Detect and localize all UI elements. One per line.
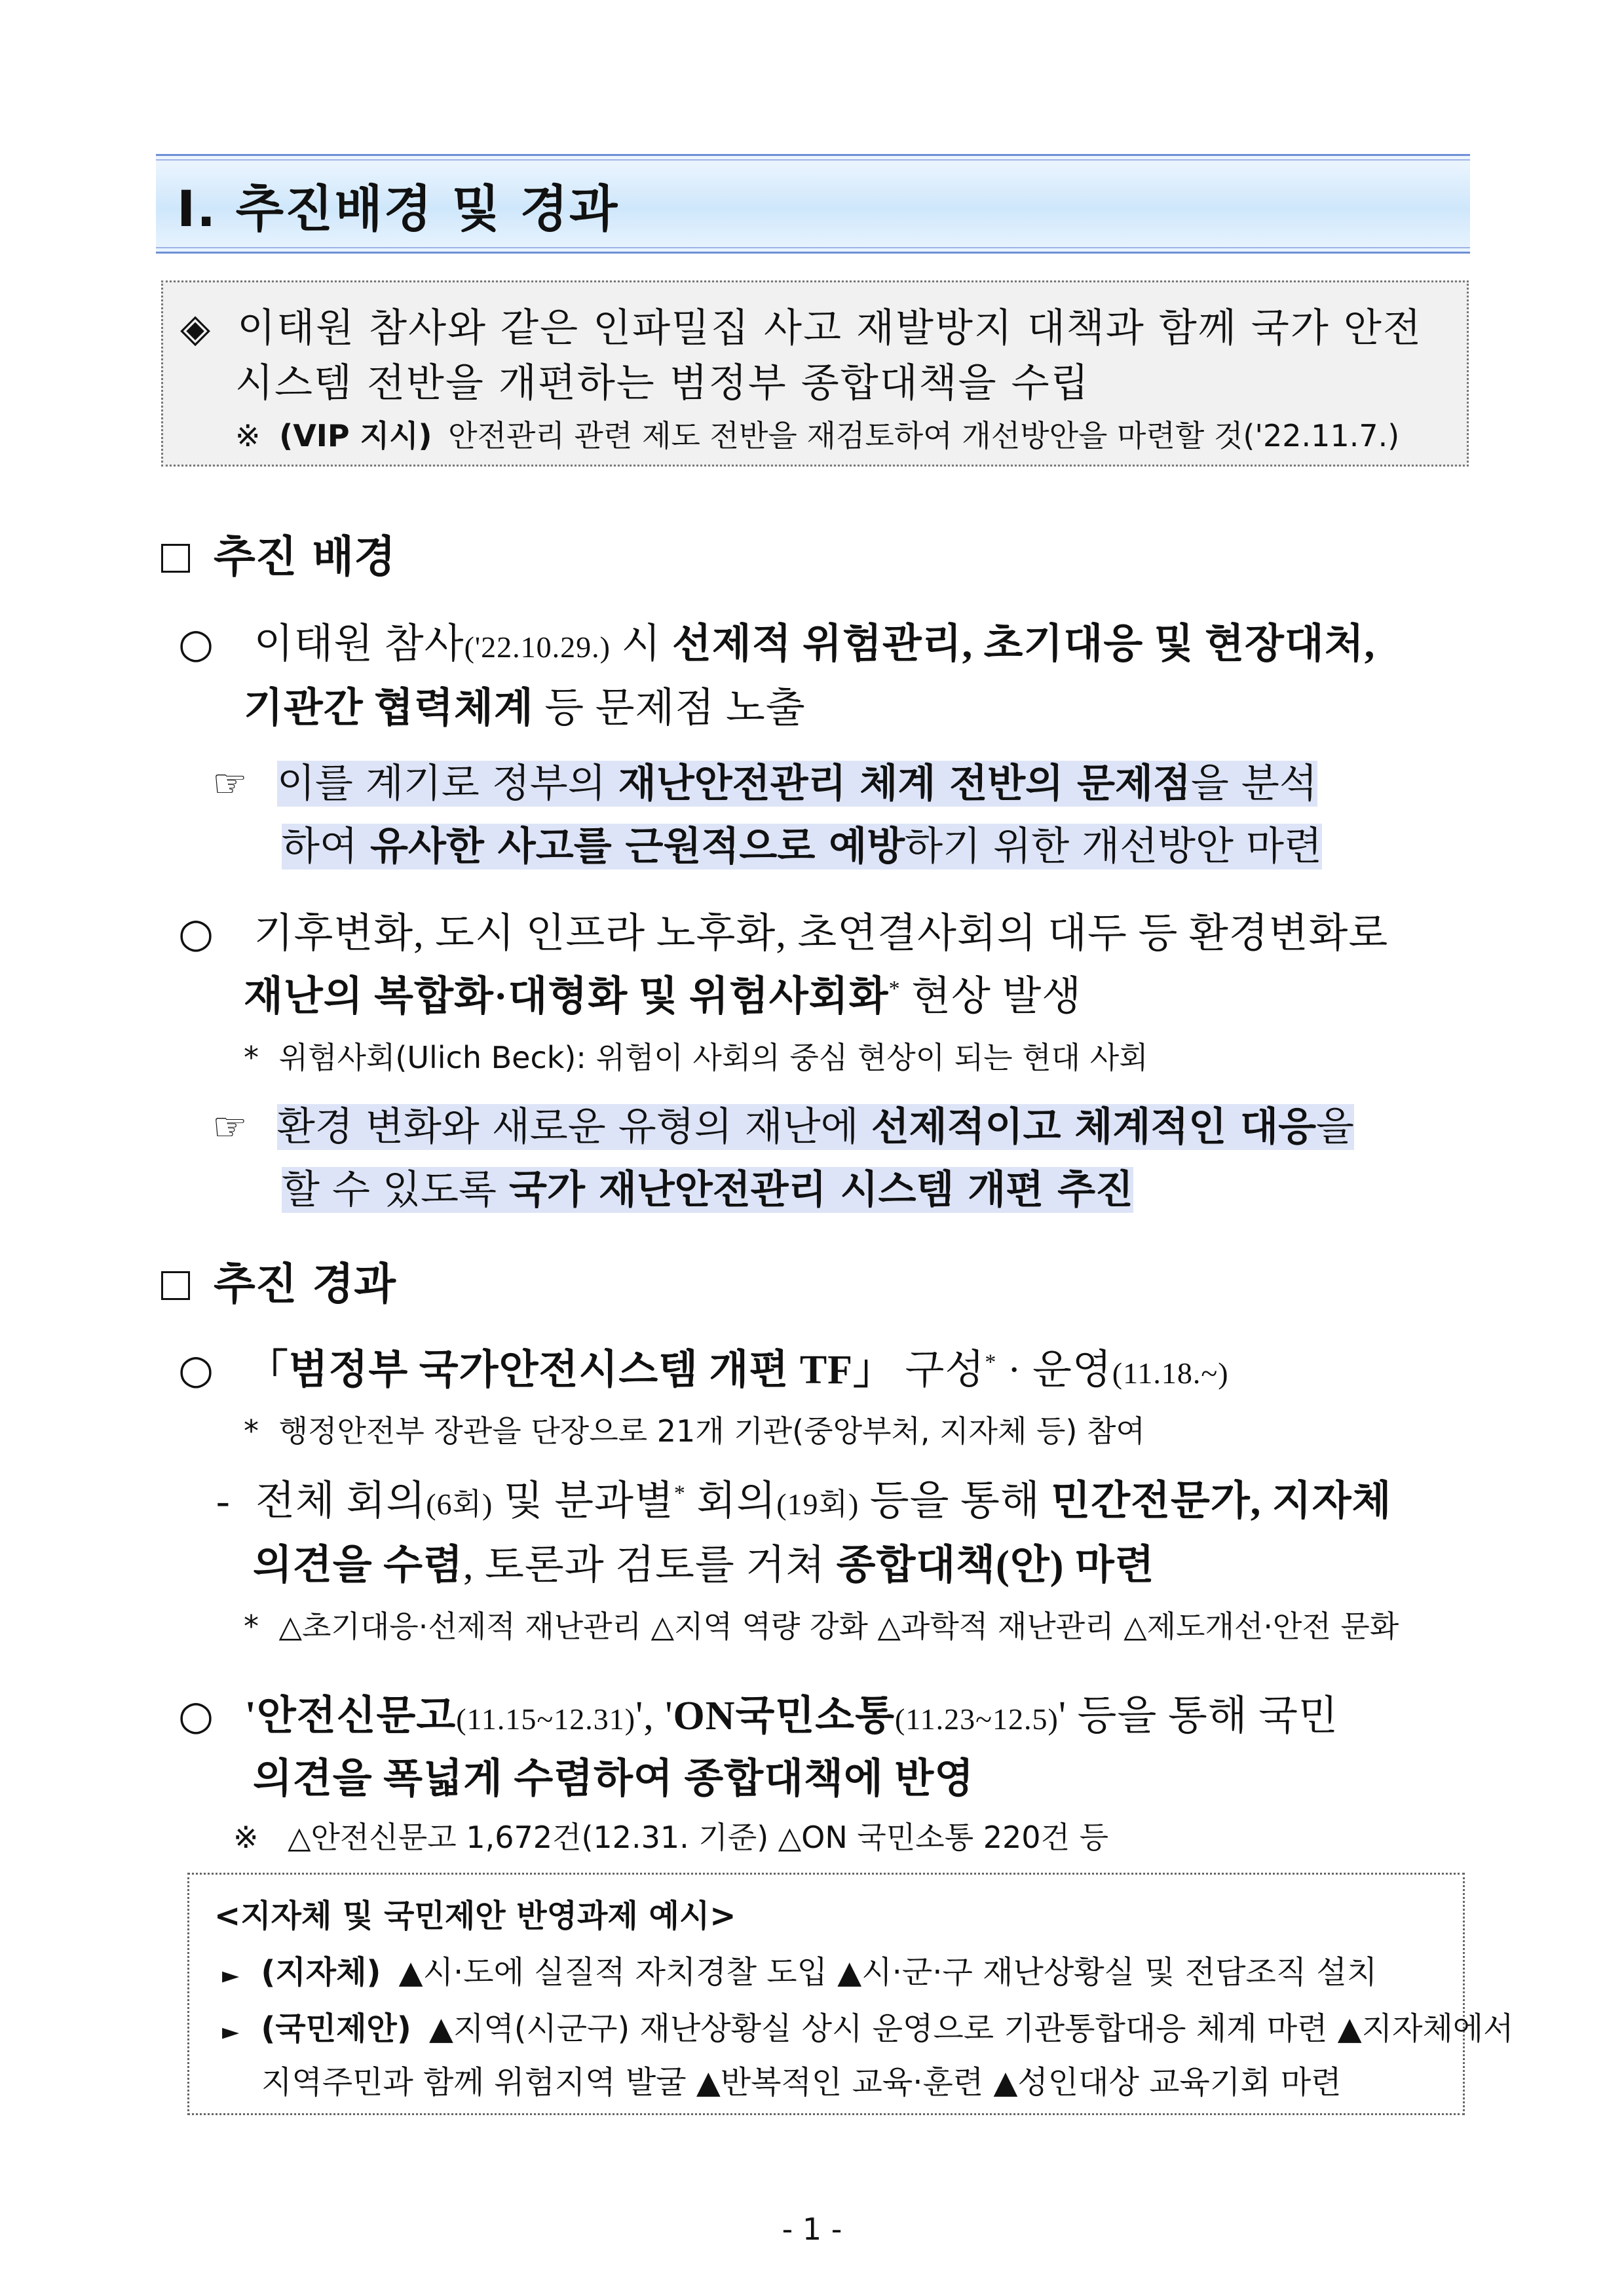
footnote-mark: *: [673, 1481, 686, 1506]
text-fragment: 회의: [685, 1479, 777, 1523]
text-fragment: 구성: [894, 1348, 985, 1392]
text-fragment: 환경 변화와 새로운 유형의 재난에: [276, 1104, 871, 1150]
circle-bullet-icon: ○: [178, 1345, 215, 1393]
background-item-2-line-2: [244, 963, 1082, 1022]
checkbox-square-icon: [161, 544, 190, 573]
background-note: [244, 1034, 1148, 1077]
asterisk-icon: *: [244, 1040, 259, 1075]
arrow-2-text-2: [282, 1167, 1133, 1213]
progress-note-3: [233, 1814, 1108, 1857]
circle-bullet-icon: ○: [178, 619, 215, 667]
progress-note-1: [244, 1407, 1145, 1451]
emphasis-fragment: 의견을 수렴: [253, 1543, 463, 1588]
text-fragment: 기후변화, 도시 인프라 노후화, 초연결사회의 대두 등 환경변화로: [254, 911, 1389, 956]
text-fragment: ', ': [635, 1694, 673, 1738]
text-fragment: 현상 발생: [900, 974, 1082, 1019]
row-label: (국민제안): [261, 2010, 411, 2047]
triangle-bullet-icon: ►: [222, 1962, 240, 1989]
progress-dash-line-1: [216, 1468, 1391, 1526]
asterisk-icon: *: [244, 1609, 259, 1644]
footnote-mark: *: [985, 1350, 997, 1375]
note-text: 행정안전부 장관을 단장으로 21개 기관(중앙부처, 지자체 등) 참여: [278, 1413, 1145, 1449]
chapter-title: Ⅰ. 추진배경 및 경과: [177, 180, 619, 238]
progress-item-2-line-2: 의견을 폭넓게 수렴하여 종합대책에 반영: [253, 1757, 975, 1801]
pointing-hand-icon: ☞: [212, 1104, 248, 1150]
summary-line-1: [180, 297, 1422, 353]
date-fragment: (11.15~12.31): [456, 1702, 636, 1736]
text-fragment: 하여: [282, 824, 370, 870]
reference-mark-icon: ※: [233, 1820, 259, 1855]
chapter-header: [156, 154, 1470, 254]
text-fragment: 하기 위한 개선방안 마련: [905, 824, 1322, 870]
emphasis-fragment: 종합대책(안) 마련: [836, 1543, 1155, 1588]
example-title: <지자체 및 국민제안 반영과제 예시>: [214, 1898, 736, 1934]
count-fragment: (19회): [776, 1487, 859, 1521]
text-fragment: 등을 통해: [859, 1479, 1051, 1523]
date-fragment: (11.23~12.5): [895, 1702, 1059, 1736]
section-heading-background: [161, 522, 396, 584]
text-fragment: 을 분석: [1190, 761, 1317, 807]
emphasis-fragment: 「범정부 국가안전시스템 개편 TF」: [247, 1348, 895, 1392]
date-fragment: (11.18.~): [1112, 1356, 1229, 1390]
progress-note-2: [244, 1603, 1399, 1646]
summary-note: [235, 412, 1399, 455]
background-arrow-1-line-2: [282, 815, 1322, 871]
example-row-1: [222, 1947, 1377, 1992]
circle-bullet-icon: ○: [178, 1691, 215, 1739]
emphasis-fragment: 민간전문가, 지자체: [1051, 1479, 1392, 1523]
text-fragment: 을: [1316, 1104, 1354, 1150]
note-text: △초기대응·선제적 재난관리 △지역 역량 강화 △과학적 재난관리 △제도개선·안전 문화: [278, 1609, 1399, 1644]
emphasis-fragment: 선제적 위험관리, 초기대응 및 현장대처,: [671, 622, 1376, 666]
note-text: 위험사회(Ulich Beck): 위험이 사회의 중심 현상이 되는 현대 사회: [278, 1040, 1148, 1075]
text-fragment: 이를 계기로 정부의: [276, 761, 618, 807]
summary-text-1: 이태원 참사와 같은 인파밀집 사고 재발방지 대책과 함께 국가 안전: [237, 305, 1422, 351]
circle-bullet-icon: ○: [178, 909, 215, 957]
page-number: - 1 -: [782, 2211, 842, 2247]
section-heading-text: 추진 배경: [214, 531, 396, 582]
text-fragment: · 운영: [996, 1348, 1112, 1392]
summary-note-label: (VIP 지시): [279, 418, 432, 453]
background-item-1-line-1: [178, 611, 1375, 669]
background-item-1-line-2: [244, 675, 806, 733]
emphasis-fragment: 재난안전관리 체계 전반의 문제점: [618, 761, 1191, 807]
example-box: [187, 1873, 1514, 2115]
diamond-bullet-icon: ◈: [180, 305, 212, 351]
text-fragment: , 토론과 검토를 거쳐: [463, 1543, 837, 1588]
dash-bullet: -: [216, 1479, 231, 1523]
emphasis-fragment: ON국민소통: [673, 1694, 896, 1738]
note-text: △안전신문고 1,672건(12.31. 기준) △ON 국민소통 220건 등: [288, 1820, 1109, 1855]
progress-item-1: [178, 1337, 1229, 1395]
background-arrow-2-line-2: [282, 1158, 1133, 1215]
text-fragment: 등 문제점 노출: [533, 686, 806, 731]
text-fragment: 및 분과별: [493, 1479, 674, 1523]
checkbox-square-icon: [161, 1271, 190, 1300]
summary-note-text: 안전관리 관련 제도 전반을 재검토하여 개선방안을 마련할 것('22.11.7.): [448, 418, 1400, 453]
example-row-2: [222, 2003, 1514, 2048]
section-heading-text: 추진 경과: [214, 1259, 396, 1309]
text-fragment: 이태원 참사: [254, 622, 464, 666]
background-arrow-1-line-1: [212, 752, 1317, 809]
emphasis-fragment: 유사한 사고를 근원적으로 예방: [370, 824, 905, 870]
reference-mark-icon: ※: [235, 418, 261, 453]
text-fragment: 시: [611, 622, 672, 666]
row-text: ▲지역(시군구) 재난상황실 상시 운영으로 기관통합대응 체계 마련 ▲지자체에서: [429, 2010, 1514, 2047]
example-row-2-line-2: 지역주민과 함께 위험지역 발굴 ▲반복적인 교육·훈련 ▲성인대상 교육기회 마련: [261, 2064, 1342, 2101]
emphasis-fragment: 국가 재난안전관리 시스템 개편 추진: [509, 1167, 1133, 1213]
arrow-1-text-2: [282, 824, 1322, 870]
background-arrow-2-line-1: [212, 1096, 1354, 1152]
text-fragment: 할 수 있도록: [282, 1167, 510, 1213]
summary-text-2: 시스템 전반을 개편하는 범정부 종합대책을 수립: [235, 360, 1090, 406]
progress-dash-line-2: [253, 1532, 1155, 1590]
summary-box: [161, 280, 1469, 467]
emphasis-fragment: 재난의 복합화·대형화 및 위험사회화: [244, 974, 889, 1019]
asterisk-icon: *: [244, 1413, 259, 1449]
emphasis-fragment: '안전신문고: [244, 1694, 457, 1738]
background-item-2-line-1: [178, 900, 1388, 959]
emphasis-fragment: 기관간 협력체계: [244, 686, 534, 731]
text-fragment: ' 등을 통해 국민: [1058, 1694, 1338, 1738]
row-label: (지자체): [261, 1954, 381, 1991]
row-text: ▲시·도에 실질적 자치경찰 도입 ▲시·군·구 재난상황실 및 전담조직 설치: [398, 1954, 1378, 1991]
text-fragment: 전체 회의: [255, 1479, 426, 1523]
pointing-hand-icon: ☞: [212, 761, 248, 807]
progress-item-2-line-1: [178, 1683, 1338, 1741]
date-fragment: ('22.10.29.): [464, 630, 611, 664]
section-heading-progress: [161, 1249, 396, 1311]
triangle-bullet-icon: ►: [222, 2019, 240, 2045]
arrow-2-text-1: [277, 1104, 1354, 1150]
footnote-mark: *: [888, 976, 901, 1001]
arrow-1-text-1: [277, 761, 1317, 807]
count-fragment: (6회): [426, 1487, 493, 1521]
emphasis-fragment: 선제적이고 체계적인 대응: [871, 1104, 1317, 1150]
